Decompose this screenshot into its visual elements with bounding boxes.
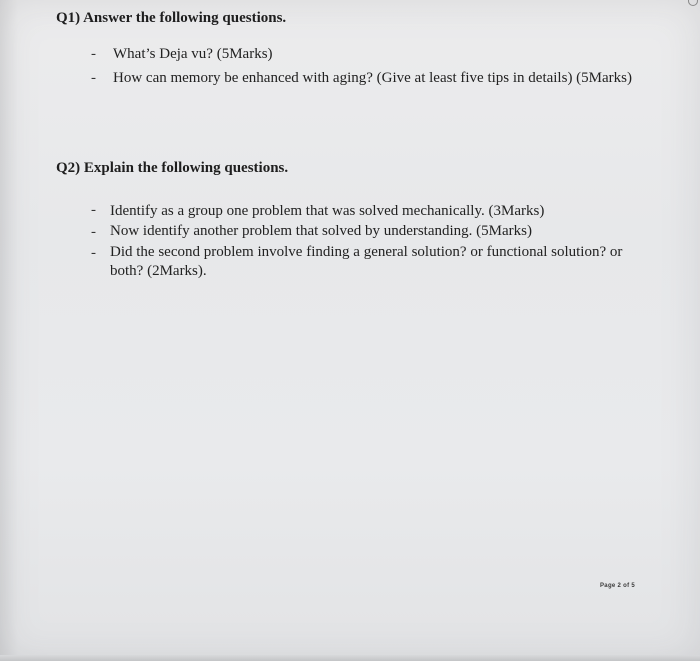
- bullet-dash: -: [91, 245, 96, 261]
- question-1-item-1: What’s Deja vu? (5Marks): [113, 46, 273, 62]
- bullet-dash: -: [91, 70, 96, 86]
- bullet-dash: -: [91, 46, 96, 62]
- page-bottom-edge: [0, 655, 700, 661]
- question-2-item-2: Now identify another problem that solved by understanding. (5Marks): [110, 223, 532, 239]
- page-shadow: [0, 0, 18, 661]
- question-2-heading: Q2) Explain the following questions.: [56, 160, 289, 176]
- bullet-dash: -: [91, 224, 96, 240]
- page-number: Page 2 of 5: [600, 583, 635, 589]
- question-1-item-2: How can memory be enhanced with aging? (Give at least five tips in details) (5Marks): [113, 70, 633, 86]
- bullet-dash: -: [91, 202, 96, 218]
- question-2-item-3: Did the second problem involve finding a general solution? or functional solution? or both? (2Marks).: [110, 244, 623, 279]
- question-2-item-1: Identify as a group one problem that was solved mechanically. (3Marks): [110, 203, 545, 219]
- question-1-heading: Q1) Answer the following questions.: [56, 10, 287, 26]
- corner-mark: [688, 0, 698, 6]
